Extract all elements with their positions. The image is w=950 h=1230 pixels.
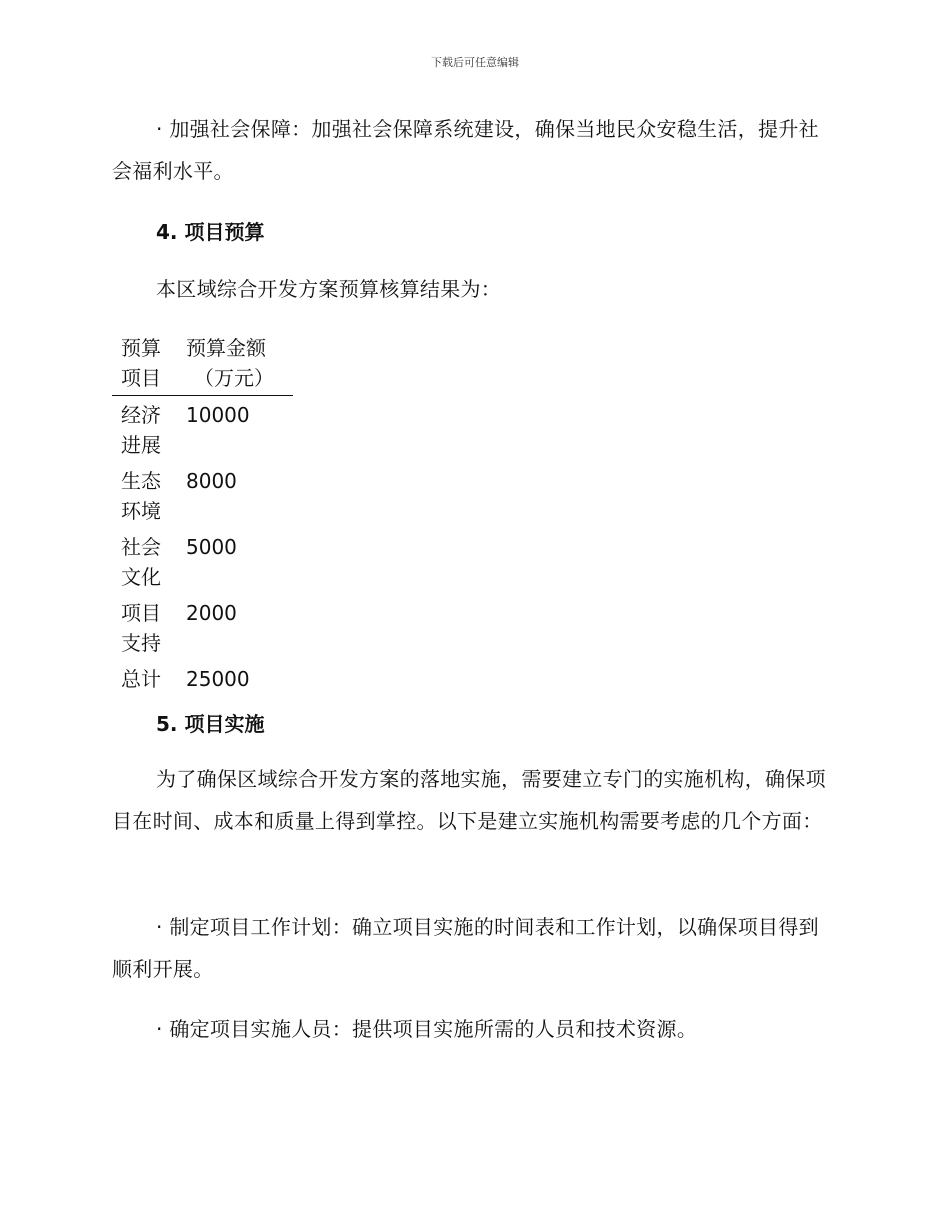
table-row (112, 396, 293, 463)
heading-project-implementation: 5. 项目实施 (156, 712, 265, 736)
budget-table-header-row (112, 333, 293, 396)
budget-table (112, 333, 293, 696)
budget-item-cell: 经济进展 (121, 403, 161, 457)
page-header: 下载后可任意编辑 (431, 56, 519, 69)
paragraph-work-plan: · 制定项目工作计划：确立项目实施的时间表和工作计划，以确保项目得到顺利开展。 (112, 915, 819, 981)
budget-amount-cell: 10000 (186, 403, 250, 427)
paragraph-social-security: · 加强社会保障：加强社会保障系统建设，确保当地民众安稳生活，提升社会福利水平。 (112, 117, 819, 183)
budget-item-cell: 社会文化 (121, 535, 161, 589)
budget-header-item: 预算项目 (112, 333, 186, 396)
paragraph-budget-intro: 本区域综合开发方案预算核算结果为： (156, 277, 502, 301)
budget-amount-cell: 8000 (186, 469, 237, 493)
table-row (112, 594, 293, 660)
budget-header-amount-unit: （万元） (194, 366, 274, 390)
budget-amount-cell: 5000 (186, 535, 237, 559)
paragraph-implementation: 为了确保区域综合开发方案的落地实施，需要建立专门的实施机构，确保项目在时间、成本和质量上得到掌控。以下是建立实施机构需要考虑的几个方面： (112, 767, 826, 833)
budget-amount-cell: 2000 (186, 601, 237, 625)
budget-header-amount-line1: 预算金额 (186, 336, 266, 360)
table-row (112, 528, 293, 594)
heading-project-budget: 4. 项目预算 (156, 220, 265, 244)
table-row (112, 462, 293, 528)
budget-total-label: 总计 (121, 667, 161, 691)
budget-header-amount (186, 333, 293, 396)
paragraph-staffing: · 确定项目实施人员：提供项目实施所需的人员和技术资源。 (156, 1017, 698, 1041)
budget-item-cell: 生态环境 (121, 469, 161, 523)
budget-total-amount: 25000 (186, 667, 250, 691)
table-row-total (112, 660, 293, 696)
budget-item-cell: 项目支持 (121, 601, 161, 655)
